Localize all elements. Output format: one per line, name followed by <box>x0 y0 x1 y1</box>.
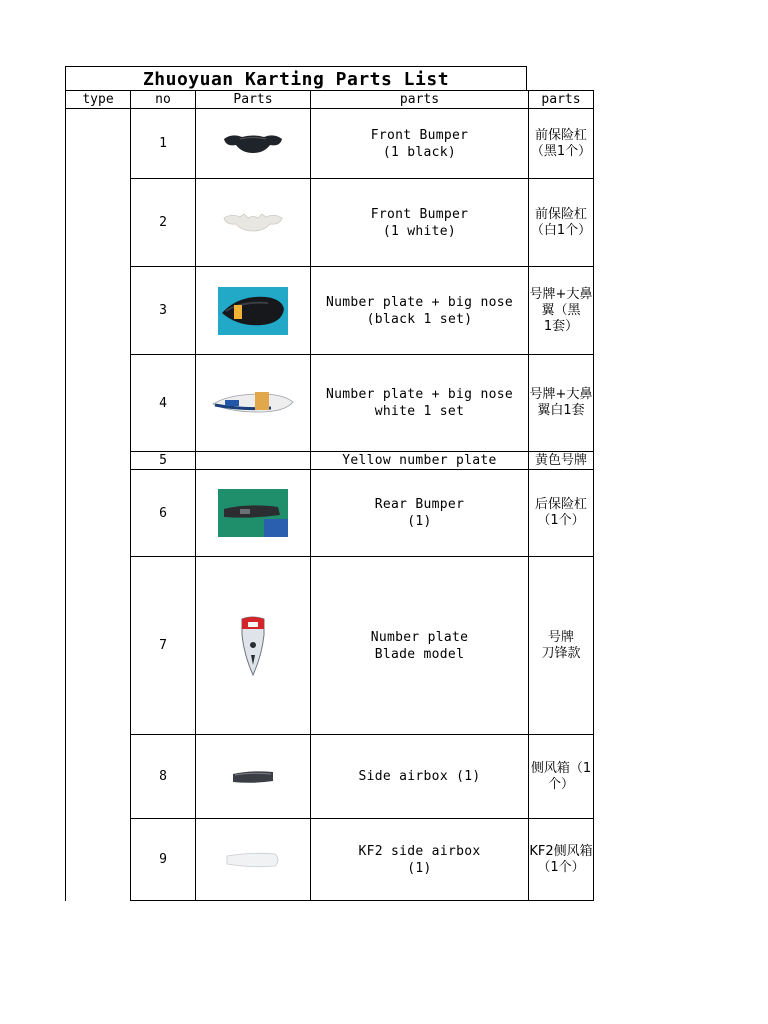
row-no: 5 <box>131 452 196 470</box>
part-image <box>196 355 311 452</box>
header-row <box>66 91 594 109</box>
parts-table <box>65 90 594 901</box>
part-name-en: KF2 side airbox (1) <box>311 819 529 901</box>
part-name-en: Front Bumper (1 black) <box>311 109 529 179</box>
part-name-cn: 号牌 刀锋款 <box>529 557 594 735</box>
part-name-cn: 侧风箱（1 个） <box>529 735 594 819</box>
table-row <box>66 267 594 355</box>
row-no: 8 <box>131 735 196 819</box>
part-name-en: Yellow number plate <box>311 452 529 470</box>
table-row <box>66 355 594 452</box>
table-row <box>66 735 594 819</box>
header-no: no <box>131 91 196 109</box>
part-name-cn: 前保险杠 （白1个） <box>529 179 594 267</box>
part-image <box>196 819 311 901</box>
blade-number-plate-icon <box>238 615 268 677</box>
header-image: Parts <box>196 91 311 109</box>
part-name-en: Front Bumper (1 white) <box>311 179 529 267</box>
row-no: 7 <box>131 557 196 735</box>
part-image <box>196 735 311 819</box>
part-name-cn: 黄色号牌 <box>529 452 594 470</box>
row-no: 6 <box>131 470 196 557</box>
rear-bumper-icon <box>218 489 288 537</box>
part-name-cn: 号牌+大鼻 翼白1套 <box>529 355 594 452</box>
row-no: 1 <box>131 109 196 179</box>
row-no: 4 <box>131 355 196 452</box>
row-no: 9 <box>131 819 196 901</box>
header-name-en: parts <box>311 91 529 109</box>
row-no: 3 <box>131 267 196 355</box>
part-name-en: Number plate Blade model <box>311 557 529 735</box>
kf2-side-airbox-icon <box>225 850 281 870</box>
header-type: type <box>66 91 131 109</box>
table-row <box>66 819 594 901</box>
sheet-title: Zhuoyuan Karting Parts List <box>65 66 527 90</box>
part-name-cn: 后保险杠 （1个） <box>529 470 594 557</box>
part-name-cn: KF2侧风箱 （1个） <box>529 819 594 901</box>
part-image <box>196 452 311 470</box>
part-name-en: Side airbox (1) <box>311 735 529 819</box>
type-cell <box>66 109 131 901</box>
part-image <box>196 557 311 735</box>
part-image <box>196 109 311 179</box>
row-no: 2 <box>131 179 196 267</box>
black-number-plate-nose-icon <box>218 287 288 335</box>
table-row <box>66 109 594 179</box>
side-airbox-icon <box>231 769 275 785</box>
part-image <box>196 470 311 557</box>
part-name-en: Number plate + big nose white 1 set <box>311 355 529 452</box>
part-image <box>196 179 311 267</box>
black-front-bumper-icon <box>222 131 284 157</box>
white-number-plate-nose-icon <box>211 388 295 418</box>
table-row <box>66 470 594 557</box>
table-row <box>66 557 594 735</box>
table-row <box>66 452 594 470</box>
table-row <box>66 179 594 267</box>
part-name-en: Rear Bumper (1) <box>311 470 529 557</box>
part-name-cn: 号牌+大鼻 翼（黑 1套） <box>529 267 594 355</box>
part-name-en: Number plate + big nose (black 1 set) <box>311 267 529 355</box>
part-image <box>196 267 311 355</box>
part-name-cn: 前保险杠 （黑1个） <box>529 109 594 179</box>
white-front-bumper-icon <box>222 212 284 234</box>
header-name-cn: parts <box>529 91 594 109</box>
